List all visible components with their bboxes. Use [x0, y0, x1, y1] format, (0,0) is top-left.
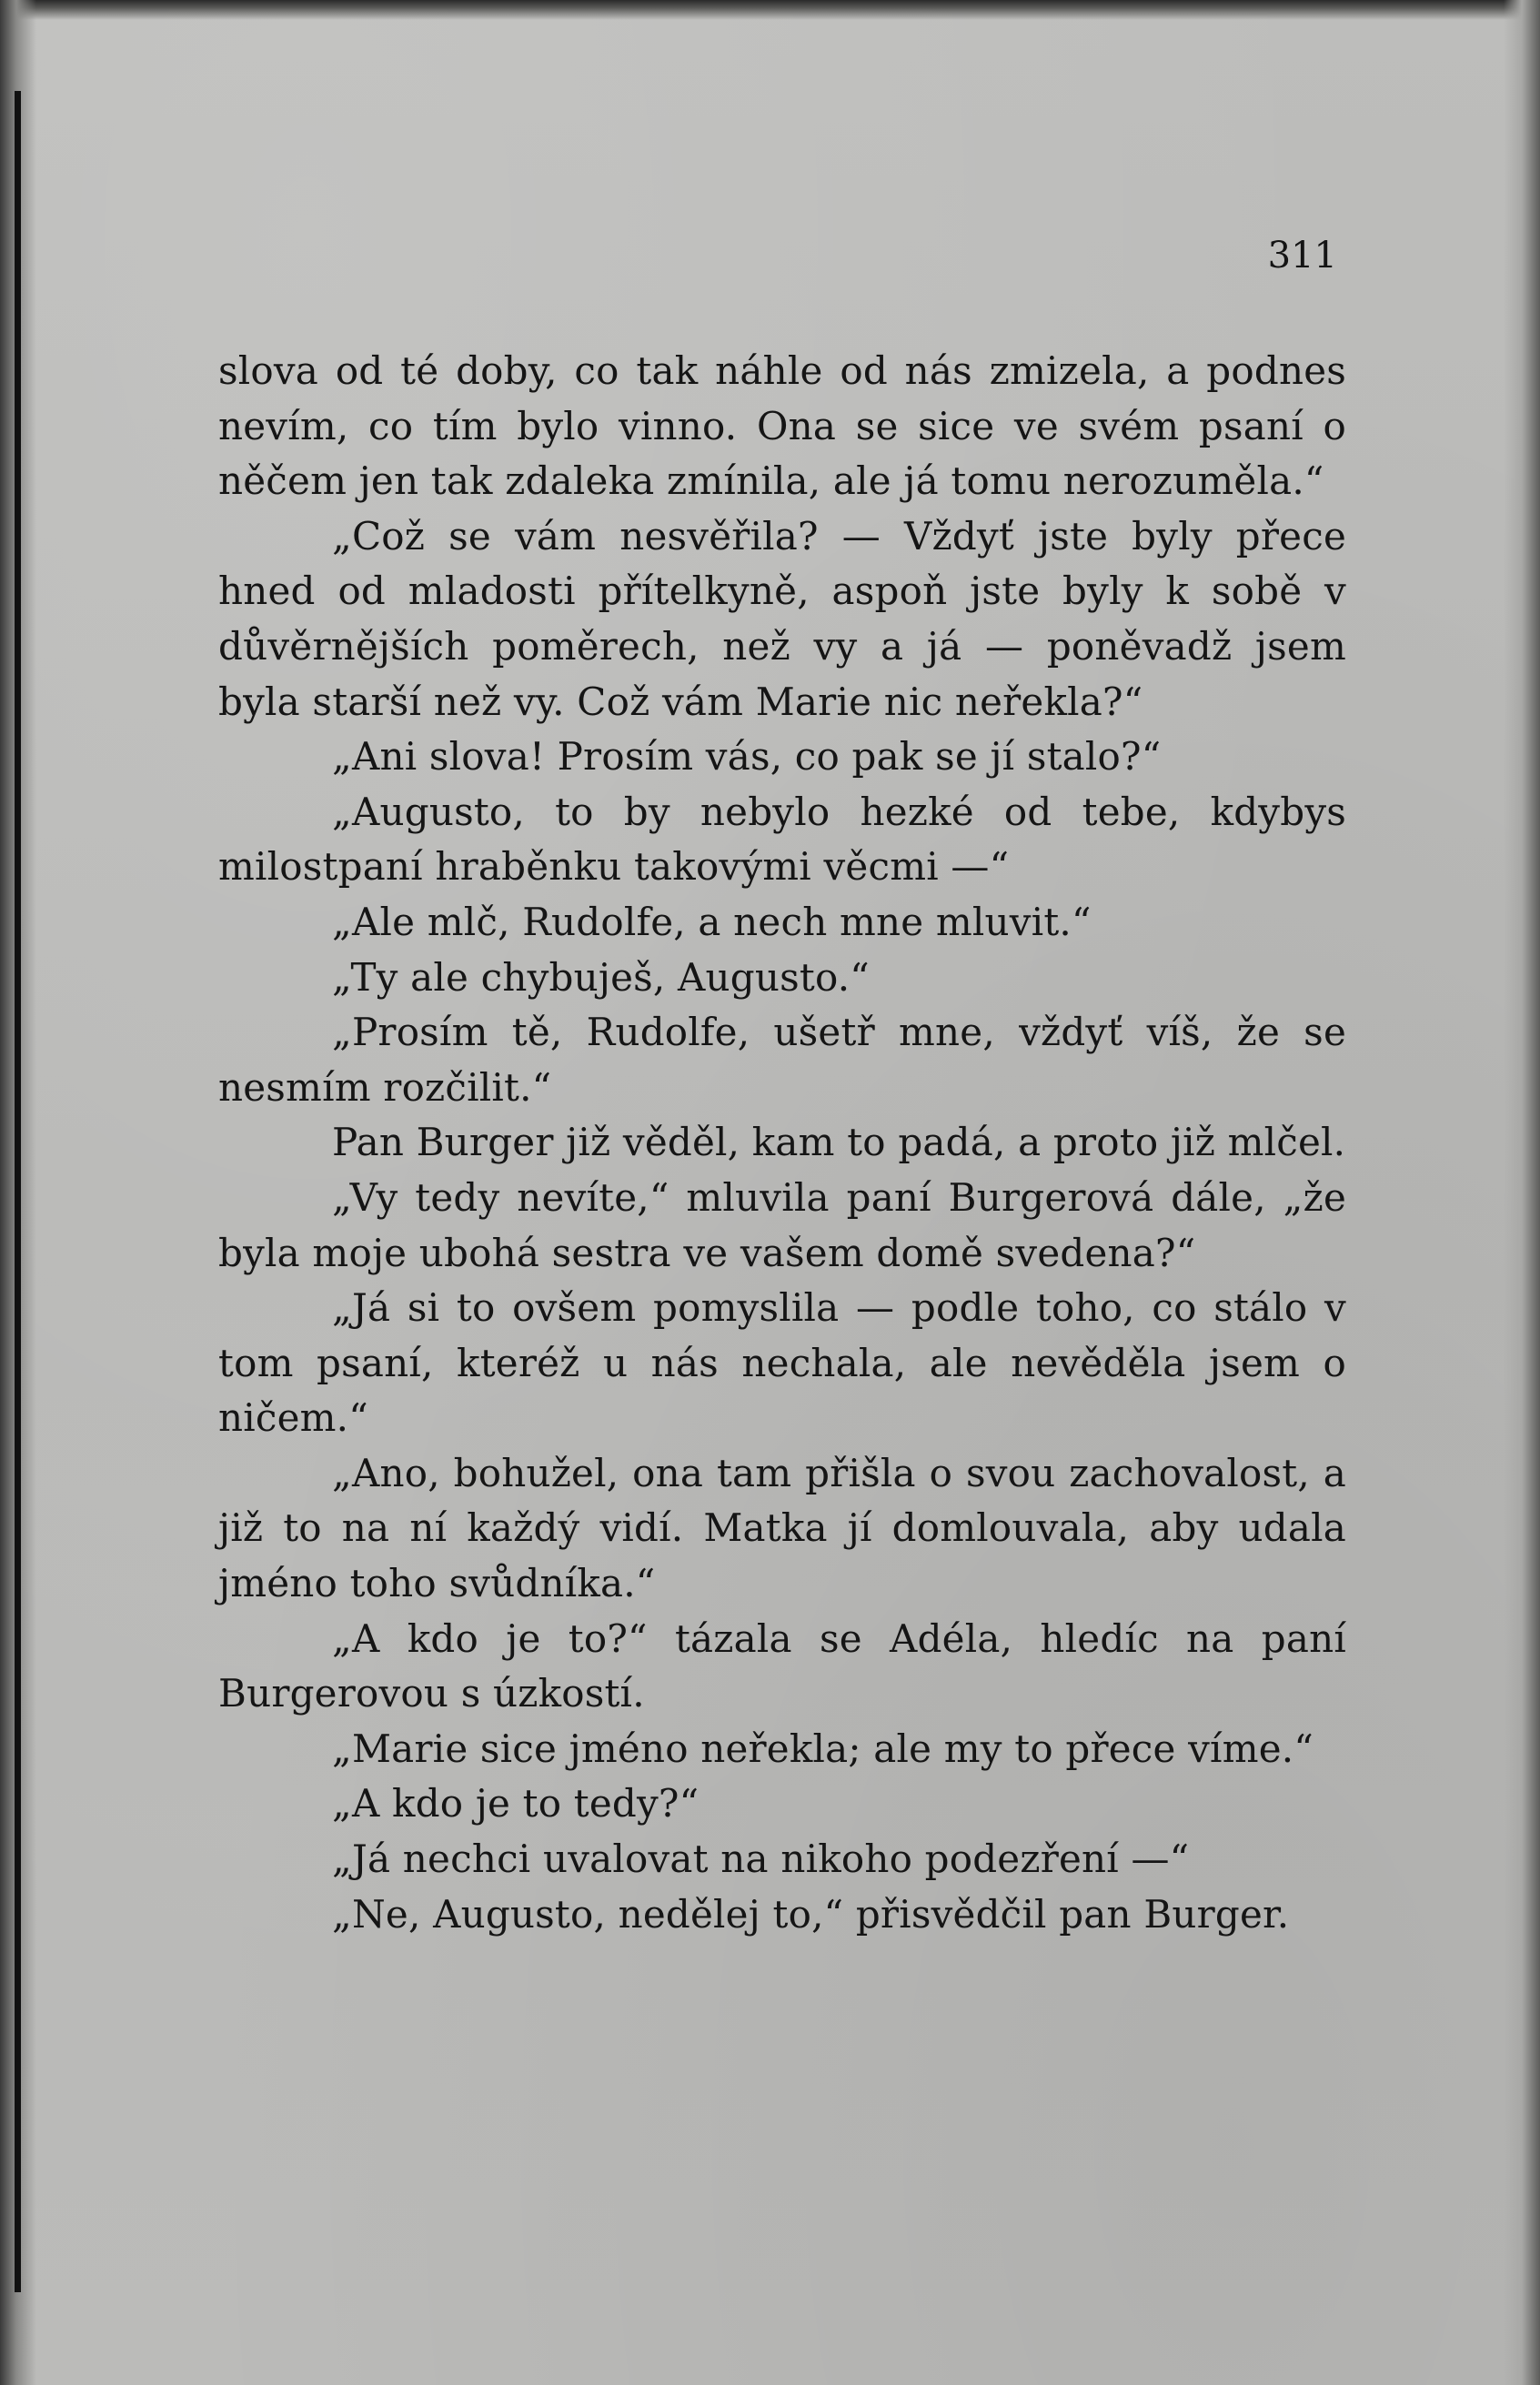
- paragraph: „Ani slova! Prosím vás, co pak se jí stalo?“: [332, 734, 1162, 780]
- paragraph: „Což se vám nesvěřila? — Vždyť jste byly přece hned od mladosti přítelkyně, aspoň jste byly k sobě v důvěrnějších poměrech, než vy a já — poněvadž jsem byla starší než vy. Což vám Marie nic neřekla?“: [218, 513, 1346, 724]
- page-top-edge: [0, 0, 1540, 20]
- paragraph: Pan Burger již věděl, kam to padá, a proto již mlčel.: [332, 1120, 1346, 1165]
- paragraph: „Ne, Augusto, nedělej to,“ přisvědčil pan Burger.: [332, 1891, 1290, 1937]
- page-right-edge: [1504, 0, 1540, 2385]
- paragraph: „Vy tedy nevíte,“ mluvila paní Burgerová dále, „že byla moje ubohá sestra ve vašem domě svedena?“: [218, 1174, 1346, 1275]
- paragraph: slova od té doby, co tak náhle od nás zmizela, a podnes nevím, co tím bylo vinno. Ona se sice ve svém psaní o něčem jen tak zdaleka zmínila, ale já tomu nerozuměla.“: [218, 348, 1346, 504]
- body-text: [218, 344, 1346, 1942]
- page-number: 311: [1267, 235, 1337, 277]
- paragraph: „Ano, bohužel, ona tam přišla o svou zachovalost, a již to na ní každý vidí. Matka jí domlouvala, aby udala jméno toho svůdníka.“: [218, 1450, 1346, 1606]
- paragraph: „Ty ale chybuješ, Augusto.“: [332, 954, 870, 1000]
- paragraph: „A kdo je to tedy?“: [332, 1781, 700, 1826]
- paragraph: „A kdo je to?“ tázala se Adéla, hledíc na paní Burgerovou s úzkostí.: [218, 1615, 1346, 1716]
- paragraph: „Já si to ovšem pomyslila — podle toho, co stálo v tom psaní, kteréž u nás nechala, ale nevěděla jsem o ničem.“: [218, 1285, 1346, 1441]
- paragraph: „Augusto, to by nebylo hezké od tebe, kdybys milostpaní hraběnku takovými věcmi —“: [218, 789, 1346, 890]
- binding-rule: [15, 91, 21, 2292]
- paragraph: „Ale mlč, Rudolfe, a nech mne mluvit.“: [332, 899, 1092, 944]
- paragraph: „Prosím tě, Rudolfe, ušetř mne, vždyť víš, že se nesmím rozčilit.“: [218, 1010, 1346, 1110]
- paragraph: „Marie sice jméno neřekla; ale my to přece víme.“: [332, 1726, 1314, 1771]
- paragraph: „Já nechci uvalovat na nikoho podezření —“: [332, 1837, 1190, 1882]
